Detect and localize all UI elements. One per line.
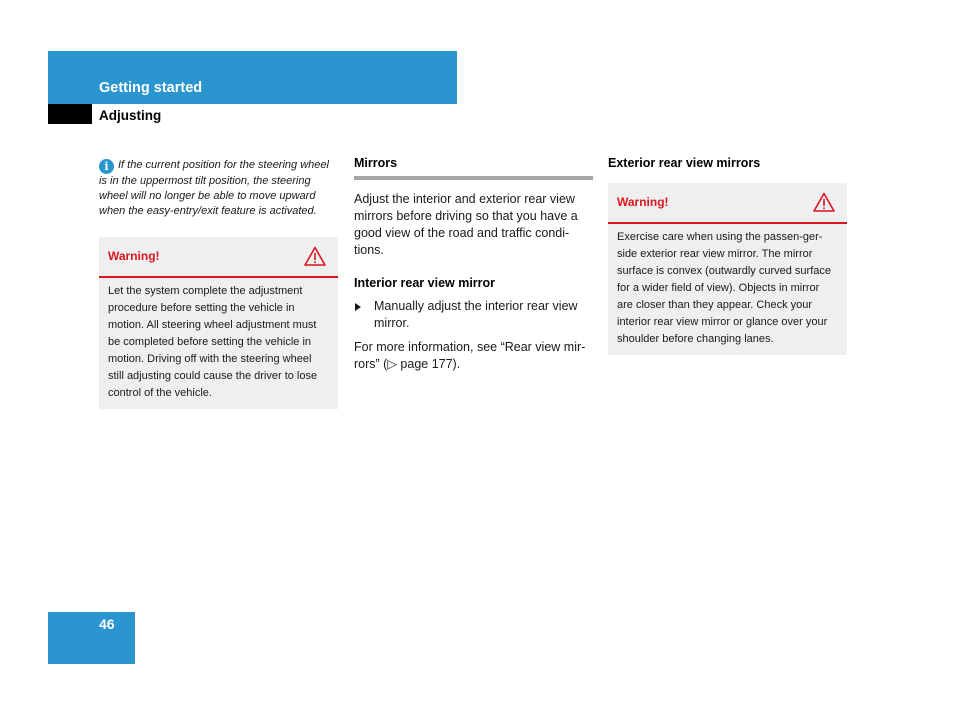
mirrors-heading: Mirrors xyxy=(354,156,398,170)
bullet-arrow-icon xyxy=(355,303,361,311)
warning-label: Warning! xyxy=(108,249,160,263)
warning-body: Let the system complete the adjustment procedure before setting the vehicle in motion. All steering wheel adjustment must be completed before setting the vehicle in motion. Driving off with the steering wheel still adjusting could cause the driver to lose control of the vehicle. xyxy=(108,285,318,399)
interior-mirror-heading: Interior rear view mirror xyxy=(354,276,496,290)
section-title: Getting started xyxy=(99,80,203,96)
warning-triangle-icon xyxy=(813,192,835,212)
header-band xyxy=(48,51,457,104)
warning-header xyxy=(99,237,338,278)
column-middle xyxy=(354,156,593,373)
column-right xyxy=(608,156,847,355)
info-icon: i xyxy=(99,159,114,174)
mirrors-intro: Adjust the interior and exterior rear view mirrors before driving so that you have a good view of the road and traffic condi-tions. xyxy=(354,192,578,257)
exterior-mirrors-heading: Exterior rear view mirrors xyxy=(608,156,761,170)
info-note-text: If the current position for the steering wheel is in the uppermost tilt position, the steering wheel will no longer be able to move upward when the easy-entry/exit feature is activated. xyxy=(99,159,329,217)
warning-triangle-icon xyxy=(304,246,326,266)
warning-body: Exercise care when using the passen-ger-side exterior rear view mirror. The mirror surface is convex (outwardly curved surface for a wider field of view). Objects in mirror are closer than they appear. Check your interior rear view mirror or glance over your shoulder before changing lanes. xyxy=(617,231,831,345)
info-note xyxy=(99,158,338,219)
page-number: 46 xyxy=(99,616,115,632)
bullet-item xyxy=(354,298,593,332)
page-number-box xyxy=(48,612,135,664)
column-left xyxy=(99,156,338,409)
bullet-text: Manually adjust the interior rear view mirror. xyxy=(374,299,578,330)
section-marker xyxy=(48,104,92,124)
warning-box-steering xyxy=(99,237,338,409)
warning-header xyxy=(608,183,847,224)
warning-box-mirror xyxy=(608,183,847,355)
more-info-text: For more information, see “Rear view mir-rors” (▷ page 177). xyxy=(354,340,586,371)
subsection-title: Adjusting xyxy=(99,108,162,123)
heading-rule xyxy=(354,176,593,180)
warning-label: Warning! xyxy=(617,195,669,209)
